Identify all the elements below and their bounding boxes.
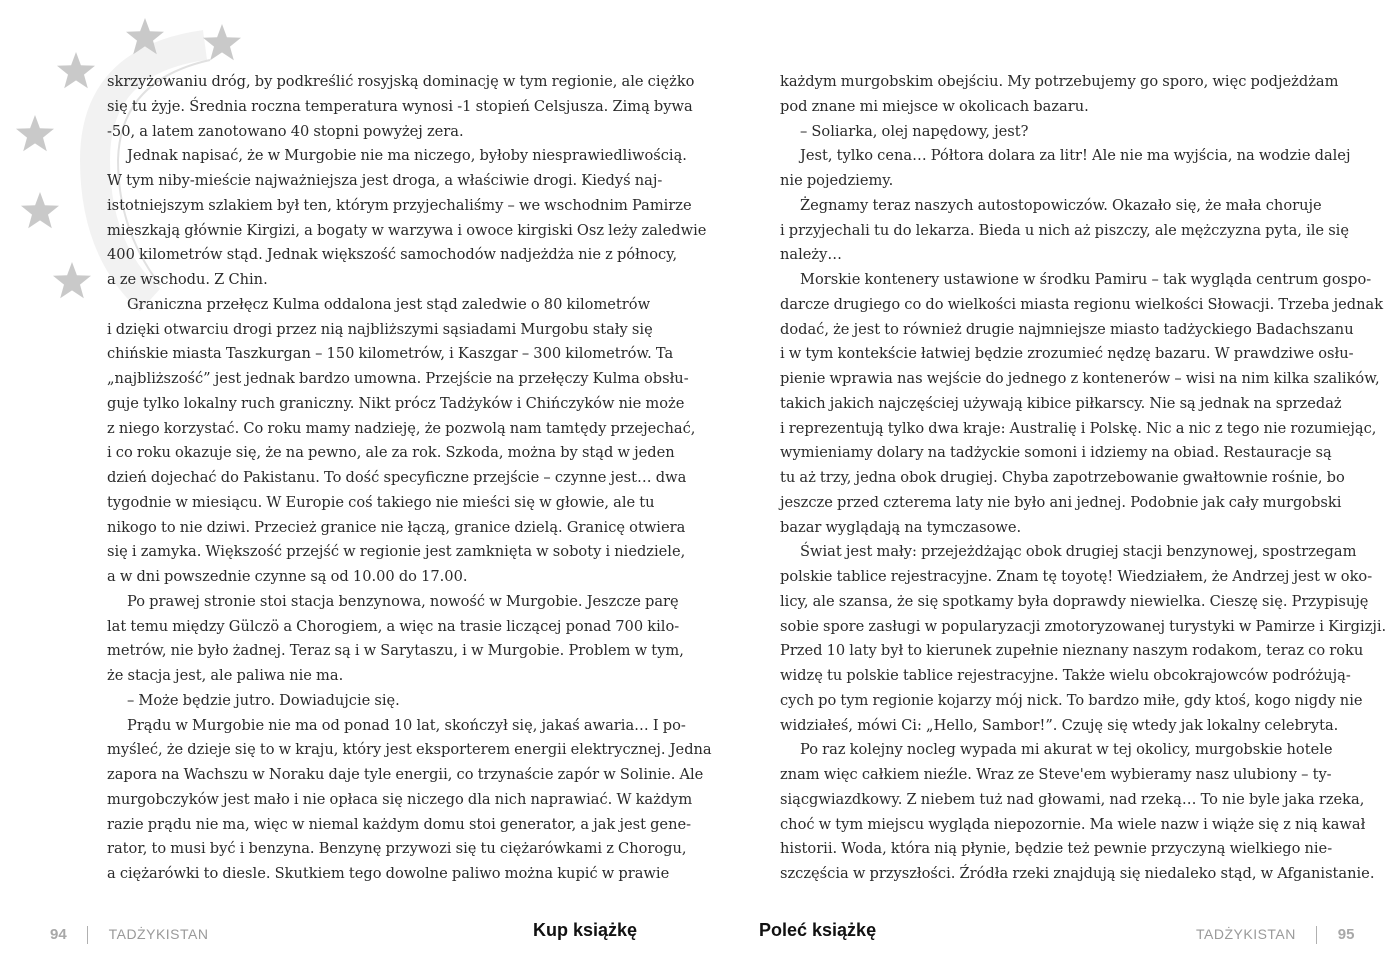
text-line: a w dni powszednie czynne są od 10.00 do 17.00. [107,568,468,585]
text-line: sobie spore zasługi w popularyzacji zmotoryzowanej turystyki w Pamirze i Kirgizji. [780,617,1387,635]
footer-divider [1316,926,1317,944]
text-line: Po prawej stronie stoi stacja benzynowa, nowość w Murgobie. Jeszcze parę [127,592,679,610]
right-footer [1196,922,1354,946]
running-head-left: TADŻYKISTAN [108,926,209,942]
text-line: Jednak napisać, że w Murgobie nie ma niczego, byłoby niesprawiedliwością. [127,147,687,165]
text-line: pod znane mi miejsce w okolicach bazaru. [780,97,1089,115]
text-line: i co roku okazuje się, że na pewno, ale za rok. Szkoda, można by stąd w jeden [107,444,675,462]
text-line: tygodnie w miesiącu. W Europie coś takiego nie mieści się w głowie, ale tu [107,493,655,511]
text-line: cych po tym regionie kojarzy mój nick. To bardzo miłe, gdy ktoś, kogo nigdy nie [780,691,1363,709]
page-number-left: 94 [50,926,67,943]
text-line: nie pojedziemy. [780,172,894,189]
text-line: każdym murgobskim obejściu. My potrzebujemy go sporo, więc podjeżdżam [780,73,1339,90]
text-line: z niego korzystać. Co roku mamy nadzieję, że pozwolą nam tamtędy przejechać, [107,419,696,437]
text-line: choć w tym miejscu wygląda niepozornie. Ma wiele nazw i wiąże się z nią kawał [780,815,1366,833]
text-line: nikogo to nie dziwi. Przecież granice nie łączą, granice dzielą. Granicę otwiera [107,518,686,536]
text-line: Prądu w Murgobie nie ma od ponad 10 lat, skończył się, jakaś awaria… I po- [127,716,686,734]
text-line: wymieniamy dolary na tadżyckie somoni i idziemy na obiad. Restauracje są [780,444,1332,462]
text-line: licy, ale szansa, że się spotkamy była doprawdy niewielka. Cieszę się. Przypisuję [780,592,1369,610]
text-line: metrów, nie było żadnej. Teraz są i w Sarytaszu, i w Murgobie. Problem w tym, [107,642,684,660]
text-line: i w tym kontekście łatwiej będzie zrozumieć nędzę bazaru. W prawdziwe osłu- [780,345,1354,363]
text-line: dzień dojechać do Pakistanu. To dość specyficzne przejście – czynne jest… dwa [107,469,687,486]
text-line: guje tylko lokalny ruch graniczny. Nikt prócz Tadżyków i Chińczyków nie może [107,394,685,412]
left-footer [50,922,208,946]
text-line: Graniczna przełęcz Kulma oddalona jest stąd zaledwie o 80 kilometrów [127,295,651,313]
text-line: zapora na Wachszu w Noraku daje tyle energii, co trzynaście zapór w Solinie. Ale [107,766,704,783]
text-line: Jest, tylko cena… Półtora dolara za litr! Ale nie ma wyjścia, na wodzie dalej [800,147,1351,165]
text-line: siącgwiazdkowy. Z niebem tuż nad głowami, nad rzeką… To nie byle jaka rzeka, [780,790,1365,808]
text-line: i przyjechali tu do lekarza. Bieda u nich aż piszczy, ale mężczyzna pyta, ile się [780,221,1349,239]
text-line: -50, a latem zanotowano 40 stopni powyżej zera. [107,122,464,140]
text-line: jeszcze przed czterema laty nie było ani jednej. Podobnie jak cały murgobski [780,493,1342,511]
text-line: i dzięki otwarciu drogi przez nią najbliższymi sąsiadami Murgobu stały się [107,320,653,338]
text-line: Przed 10 laty był to kierunek zupełnie nieznany naszym rodakom, teraz co roku [780,642,1364,660]
text-line: a ze wschodu. Z Chin. [107,271,268,288]
star-icon [53,262,91,298]
text-line: rator, to musi być i benzyna. Benzynę przywozi się tu ciężarówkami z Chorogu, [107,840,687,858]
text-line: polskie tablice rejestracyjne. Znam tę toyotę! Wiedziałem, że Andrzej jest w oko- [780,568,1373,585]
text-line: a ciężarówki to diesle. Skutkiem tego dowolne paliwo można kupić w prawie [107,865,670,882]
text-line: i reprezentują tylko dwa kraje: Australię i Polskę. Nic a nic z tego nie rozumiejąc, [780,419,1377,437]
text-line: skrzyżowaniu dróg, by podkreślić rosyjską dominację w tym regionie, ale ciężko [107,73,695,90]
page-number-right: 95 [1337,926,1355,943]
star-icon [21,192,59,228]
star-icon [16,115,54,151]
star-icon [57,52,95,88]
star-icon [203,24,241,60]
right-page-body [780,70,1387,887]
text-line: murgobczyków jest mało i nie opłaca się niczego dla nich naprawiać. W każdym [107,790,693,808]
text-line: Po raz kolejny nocleg wypada mi akurat w tej okolicy, murgobskie hotele [800,741,1333,759]
text-line: „najbliższość” jest jednak bardzo umowna. Przejście na przełęczy Kulma obsłu- [107,370,689,387]
text-line: chińskie miasta Taszkurgan – 150 kilometrów, i Kaszgar – 300 kilometrów. Ta [107,345,674,363]
text-line: historii. Woda, która nią płynie, będzie też pewnie przyczyną wielkiego nie- [780,840,1333,858]
text-line: znam więc całkiem nieźle. Wraz ze Steve'em wybieramy nasz ulubiony – ty- [780,766,1332,783]
recommend-book-link[interactable]: Poleć książkę [759,920,877,940]
left-page-body [107,70,712,887]
text-line: mieszkają głównie Kirgizi, a bogaty w warzywa i owoce kirgiski Osz leży zaledwie [107,221,707,239]
text-line: tu aż trzy, jedna obok drugiej. Chyba zapotrzebowanie gwałtownie rośnie, bo [780,469,1345,486]
running-head-right: TADŻYKISTAN [1196,926,1296,942]
text-line: Świat jest mały: przejeżdżając obok drugiej stacji benzynowej, spostrzegam [800,543,1357,561]
text-line: szczęścia w przyszłości. Źródła rzeki znajdują się niedaleko stąd, w Afganistanie. [780,865,1375,882]
text-line: Żegnamy teraz naszych autostopowiczów. Okazało się, że mała choruje [800,196,1322,214]
text-line: razie prądu nie ma, więc w niemal każdym domu stoi generator, a jak jest gene- [107,815,692,833]
text-line: bazar wyglądają na tymczasowe. [780,518,1022,536]
text-line: istotniejszym szlakiem był ten, którym przyjechaliśmy – we wschodnim Pamirze [107,196,692,214]
text-line: darcze drugiego co do wielkości miasta regionu wielkości Słowacji. Trzeba jednak [780,295,1384,313]
text-line: widzę tu polskie tablice rejestracyjne. Także wielu obcokrajowców podróżują- [780,667,1351,684]
star-icon [126,18,164,54]
text-line: – Soliarka, olej napędowy, jest? [800,122,1029,140]
text-line: lat temu między Gülczö a Chorogiem, a więc na trasie liczącej ponad 700 kilo- [107,617,680,635]
text-line: widziałeś, mówi Ci: „Hello, Sambor!”. Czuję się wtedy jak lokalny celebryta. [780,716,1339,734]
text-line: się i zamyka. Większość przejść w regionie jest zamknięta w soboty i niedziele, [107,543,686,561]
text-line: W tym niby-mieście najważniejsza jest droga, a właściwie drogi. Kiedyś naj- [107,172,663,189]
text-line: – Może będzie jutro. Dowiadujcie się. [127,691,400,709]
text-line: 400 kilometrów stąd. Jednak większość samochodów nadjeżdża nie z północy, [107,246,678,264]
text-line: myśleć, że dzieje się to w kraju, który jest eksporterem energii elektrycznej. Jedna [107,741,712,759]
buy-book-link[interactable]: Kup książkę [533,920,638,940]
footer-divider [87,926,88,944]
text-line: takich jakich najczęściej używają kibice piłkarscy. Nie są jednak na sprzedaż [780,394,1342,412]
text-line: że stacja jest, ale paliwa nie ma. [107,667,344,684]
text-line: się tu żyje. Średnia roczna temperatura wynosi -1 stopień Celsjusza. Zimą bywa [107,97,693,115]
text-line: pienie wprawia nas wejście do jednego z kontenerów – wisi na nim kilka szalików, [780,370,1380,387]
text-line: należy… [780,246,842,264]
text-line: Morskie kontenery ustawione w środku Pamiru – tak wygląda centrum gospo- [800,271,1372,288]
text-line: dodać, że jest to również drugie najmniejsze miasto tadżyckiego Badachszanu [780,320,1354,338]
